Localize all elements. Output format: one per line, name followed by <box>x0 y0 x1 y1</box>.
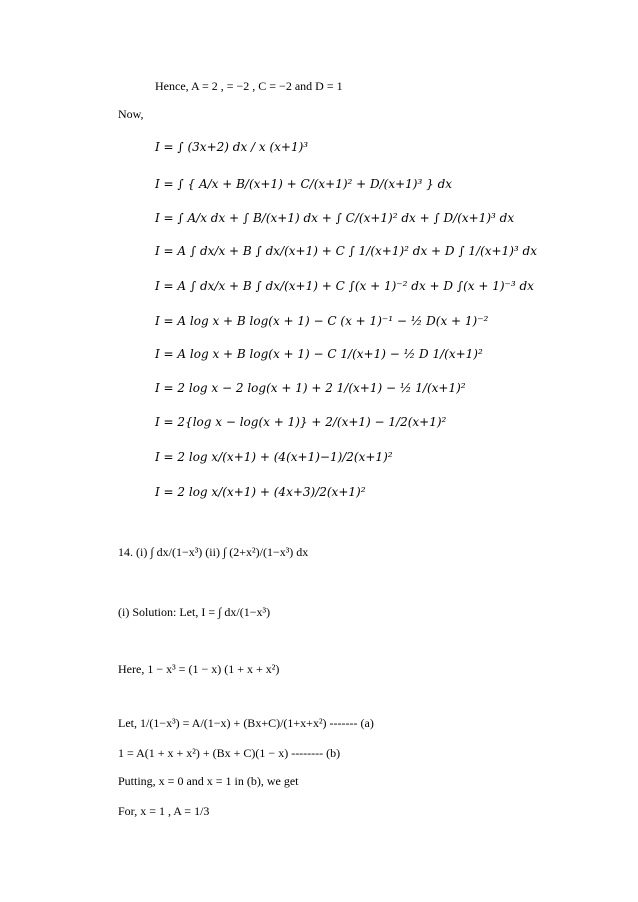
line-eq3: I = ∫ A/x dx + ∫ B/(x+1) dx + ∫ C/(x+1)² dx + ∫ D/(x+1)³ dx <box>155 211 515 225</box>
line-let: Let, 1/(1−x³) = A/(1−x) + (Bx+C)/(1+x+x²) ------- (a) <box>118 716 374 730</box>
line-eq9: I = 2{log x − log(x + 1)} + 2/(x+1) − 1/2(x+1)² <box>155 415 447 429</box>
line-sol: (i) Solution: Let, I = ∫ dx/(1−x³) <box>118 605 271 619</box>
line-eq5: I = A ∫ dx/x + B ∫ dx/(x+1) + C ∫(x + 1)⁻² dx + D ∫(x + 1)⁻³ dx <box>155 279 534 293</box>
line-eq7: I = A log x + B log(x + 1) − C 1/(x+1) − ½ D 1/(x+1)² <box>155 347 483 361</box>
line-hence: Hence, A = 2 , = −2 , C = −2 and D = 1 <box>155 79 343 93</box>
line-eq1: I = ∫ (3x+2) dx / x (x+1)³ <box>155 140 309 154</box>
line-eq2: I = ∫ { A/x + B/(x+1) + C/(x+1)² + D/(x+1)³ } dx <box>155 177 453 191</box>
line-eq11: I = 2 log x/(x+1) + (4x+3)/2(x+1)² <box>155 485 366 499</box>
line-for: For, x = 1 , A = 1/3 <box>118 804 210 818</box>
line-here: Here, 1 − x³ = (1 − x) (1 + x + x²) <box>118 662 280 676</box>
line-now: Now, <box>118 107 144 121</box>
line-eq10: I = 2 log x/(x+1) + (4(x+1)−1)/2(x+1)² <box>155 450 393 464</box>
line-eqb: 1 = A(1 + x + x²) + (Bx + C)(1 − x) -------- (b) <box>118 746 341 760</box>
line-eq8: I = 2 log x − 2 log(x + 1) + 2 1/(x+1) − ½ 1/(x+1)² <box>155 381 466 395</box>
line-eq4: I = A ∫ dx/x + B ∫ dx/(x+1) + C ∫ 1/(x+1)² dx + D ∫ 1/(x+1)³ dx <box>155 244 538 258</box>
line-q14: 14. (i) ∫ dx/(1−x³) (ii) ∫ (2+x²)/(1−x³) dx <box>118 545 309 559</box>
line-eq6: I = A log x + B log(x + 1) − C (x + 1)⁻¹ − ½ D(x + 1)⁻² <box>155 314 489 328</box>
line-putting: Putting, x = 0 and x = 1 in (b), we get <box>118 774 299 788</box>
